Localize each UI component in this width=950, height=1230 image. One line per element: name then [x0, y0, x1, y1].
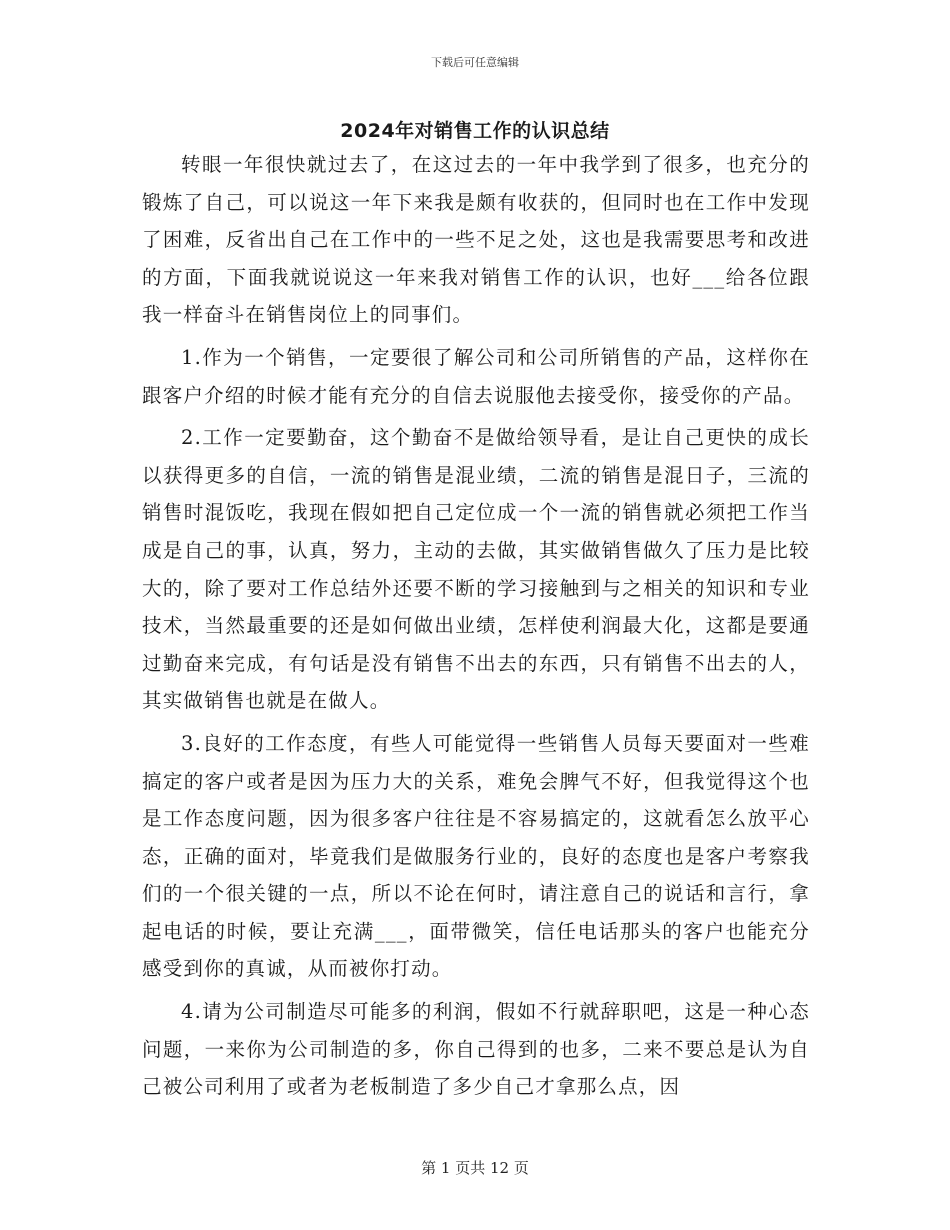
paragraph-point-1: 1.作为一个销售，一定要很了解公司和公司所销售的产品，这样你在跟客户介绍的时候才能有充分的自信去说服他去接受你，接受你的产品。	[142, 345, 810, 407]
page-header-note: 下载后可任意编辑	[431, 56, 519, 69]
paragraph-intro: 转眼一年很快就过去了，在这过去的一年中我学到了很多，也充分的锻炼了自己，可以说这一年下来我是颇有收获的，但同时也在工作中发现了困难，反省出自己在工作中的一些不足之处，这也是我需要思考和改进的方面，下面我就说说这一年来我对销售工作的认识，也好___给各位跟我一样奋斗在销售岗位上的同事们。	[142, 153, 810, 327]
paragraph-point-3: 3.良好的工作态度，有些人可能觉得一些销售人员每天要面对一些难搞定的客户或者是因为压力大的关系，难免会脾气不好，但我觉得这个也是工作态度问题，因为很多客户往往是不容易搞定的，这就看怎么放平心态，正确的面对，毕竟我们是做服务行业的，良好的态度也是客户考察我们的一个很关键的一点，所以不论在何时，请注意自己的说话和言行，拿起电话的时候，要让充满___，面带微笑，信任电话那头的客户也能充分感受到你的真诚，从而被你打动。	[142, 731, 810, 981]
paragraph-point-2: 2.工作一定要勤奋，这个勤奋不是做给领导看，是让自己更快的成长以获得更多的自信，一流的销售是混业绩，二流的销售是混日子，三流的销售时混饭吃，我现在假如把自己定位成一个一流的销售就必须把工作当成是自己的事，认真，努力，主动的去做，其实做销售做久了压力是比较大的，除了要对工作总结外还要不断的学习接触到与之相关的知识和专业技术，当然最重要的还是如何做出业绩，怎样使利润最大化，这都是要通过勤奋来完成，有句话是没有销售不出去的东西，只有销售不出去的人，其实做销售也就是在做人。	[142, 426, 810, 713]
document-body	[142, 146, 810, 1106]
page-number: 第 1 页共 12 页	[421, 1159, 529, 1177]
document-title: 2024年对销售工作的认识总结	[340, 120, 610, 142]
paragraph-point-4: 4.请为公司制造尽可能多的利润，假如不行就辞职吧，这是一种心态问题，一来你为公司制造的多，你自己得到的也多，二来不要总是认为自己被公司利用了或者为老板制造了多少自己才拿那么点，因	[142, 1000, 810, 1099]
